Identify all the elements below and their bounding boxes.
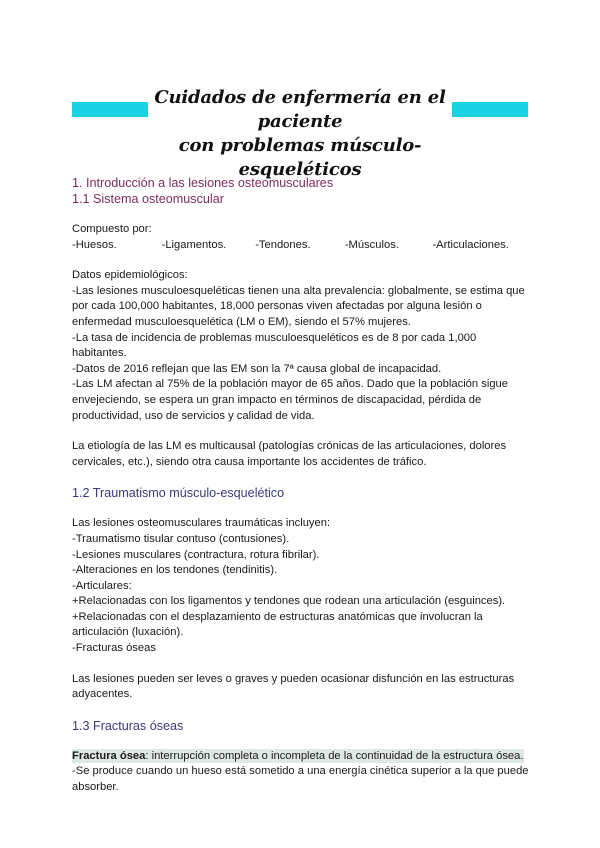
etiology-line: La etiología de las LM es multicausal (patologías crónicas de las articulaciones, dolores	[72, 440, 507, 453]
component-item: -Articulaciones.	[432, 238, 509, 251]
trauma-line: +Relacionadas con el desplazamiento de estructuras anatómicas que involucran la	[72, 610, 483, 623]
subsection-heading-1-2: 1.2 Traumatismo músculo-esquelético	[72, 486, 285, 501]
trauma-line: -Lesiones musculares (contractura, rotura fibrilar).	[72, 548, 320, 561]
title-block	[0, 86, 600, 180]
epidemiology-line: productividad, uso de servicios y calidad de vida.	[72, 409, 315, 422]
epidemiology-line: -Las LM afectan al 75% de la población mayor de 65 años. Dado que la población sigue	[72, 378, 508, 391]
fracture-line: absorber.	[72, 781, 119, 794]
fracture-definition	[72, 749, 532, 765]
epidemiology-line: -Datos de 2016 reflejan que las EM son la 7ª causa global de incapacidad.	[72, 362, 442, 375]
section-heading-1: 1. Introducción a las lesiones osteomusculares	[72, 176, 334, 190]
composed-label: Compuesto por:	[72, 223, 152, 235]
trauma-line: -Alteraciones en los tendones (tendinitis).	[72, 564, 278, 577]
title-line-1: Cuidados de enfermería en el paciente	[154, 87, 446, 132]
component-item: -Huesos.	[72, 238, 117, 251]
subsection-heading-1-1: 1.1 Sistema osteomuscular	[72, 192, 224, 206]
subsection-heading-1-3: 1.3 Fracturas óseas	[72, 718, 184, 733]
fracture-definition-text: : interrupción completa o incompleta de la continuidad de la estructura ósea.	[145, 749, 524, 762]
document-title	[140, 86, 460, 182]
component-item: -Tendones.	[255, 238, 311, 251]
epidemiology-line: -Las lesiones musculoesqueléticas tienen una alta prevalencia: globalmente, se estima que	[72, 284, 525, 297]
epidemiology-line: por cada 100,000 habitantes, 18,000 personas viven afectadas por alguna lesión o	[72, 300, 482, 313]
component-item: -Músculos.	[344, 238, 399, 251]
title-accent-bar-left	[72, 102, 148, 117]
document-body	[72, 175, 532, 796]
fracture-term: Fractura ósea	[72, 749, 146, 762]
fracture-line: -Se produce cuando un hueso está sometido a una energía cinética superior a la que puede	[72, 765, 529, 778]
title-accent-bar-right	[452, 102, 528, 117]
trauma-line: Las lesiones osteomusculares traumáticas incluyen:	[72, 517, 331, 530]
severity-line: adyacentes.	[72, 688, 133, 701]
components-row	[72, 238, 532, 254]
trauma-line: -Articulares:	[72, 579, 132, 592]
epidemiology-line: -La tasa de incidencia de problemas musculoesqueléticos es de 8 por cada 1,000	[72, 331, 477, 344]
etiology-line: cervicales, etc.), siendo otra causa importante los accidentes de tráfico.	[72, 455, 427, 468]
trauma-line: -Traumatismo tisular contuso (contusiones).	[72, 532, 290, 545]
epidemiology-label: Datos epidemiológicos:	[72, 269, 188, 282]
epidemiology-line: enfermedad musculoesquelética (LM o EM), siendo el 57% mujeres.	[72, 315, 411, 328]
component-item: -Ligamentos.	[161, 238, 227, 251]
trauma-line: +Relacionadas con los ligamentos y tendones que rodean una articulación (esguinces).	[72, 595, 506, 608]
epidemiology-line: envejeciendo, se espera un gran impacto en términos de discapacidad, pérdida de	[72, 393, 482, 406]
title-line-2: con problemas músculo-esqueléticos	[178, 135, 422, 180]
trauma-line: -Fracturas óseas	[72, 642, 156, 655]
trauma-line: articulación (luxación).	[72, 626, 184, 639]
epidemiology-line: habitantes.	[72, 347, 127, 360]
severity-line: Las lesiones pueden ser leves o graves y pueden ocasionar disfunción en las estructuras	[72, 672, 515, 685]
